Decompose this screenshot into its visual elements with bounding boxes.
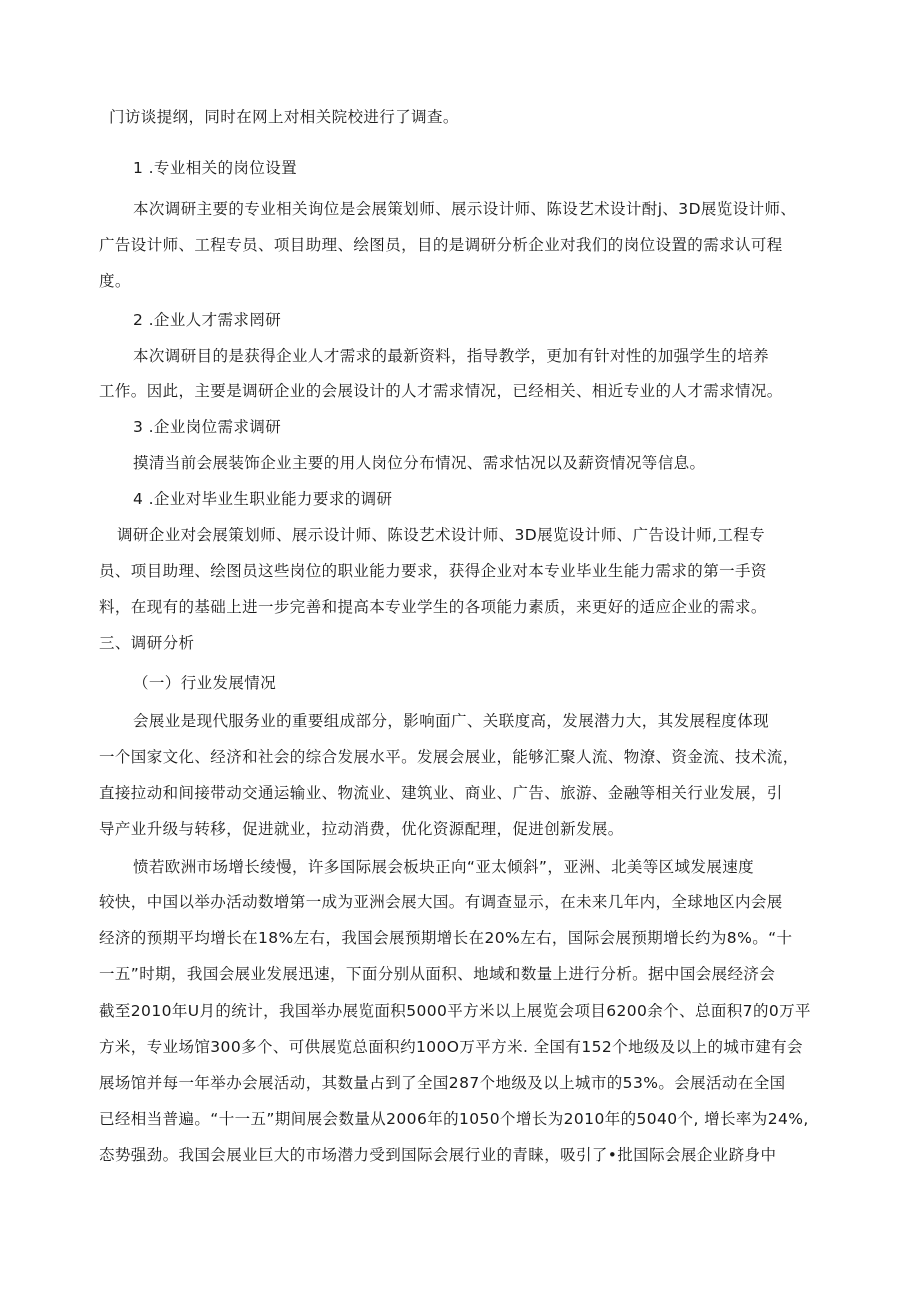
- paragraph-line: 会展业是现代服务业的重要组成部分，影响面广、关联度高，发展潜力大，其发展程度体现: [133, 712, 770, 730]
- section-heading: 1 .专业相关的岗位设置: [133, 159, 298, 177]
- paragraph-line: 展场馆并每一年举办会展活动，其数量占到了全国287个地级及以上城市的53%。会展活动在全国: [99, 1074, 786, 1092]
- subsection-heading: （一）行业发展情况: [133, 674, 277, 692]
- section-heading: 2 .企业人才需求罔研: [133, 311, 282, 329]
- paragraph-line: 态势强劲。我国会展业巨大的市场潜力受到国际会展行业的青睐，吸引了•批国际会展企业跻身中: [99, 1146, 777, 1164]
- paragraph-line: 直接拉动和间接带动交通运输业、物流业、建筑业、商业、广告、旅游、金融等相关行业发展，引: [99, 784, 783, 802]
- paragraph-line: 愤若欧洲市场增长绫慢，许多国际展会板块正向“亚太倾斜”，亚洲、北美等区域发展速度: [133, 858, 755, 876]
- paragraph-line: 本次调研目的是获得企业人才需求的最新资料，指导教学，更加有针对性的加强学生的培养: [133, 347, 770, 365]
- paragraph-line: 广告设计师、工程专员、项目助理、绘图员，目的是调研分析企业对我们的岗位设置的需求认可程: [99, 236, 783, 254]
- paragraph-line: 度。: [99, 272, 131, 290]
- section-heading: 3 .企业岗位需求调研: [133, 418, 282, 436]
- paragraph-line: 本次调研主要的专业相关询位是会展策划师、展示设计师、陈设艺术设计酎j、3D展览设计师、: [133, 200, 797, 218]
- paragraph-line: 截至2010年U月的统计，我国举办展览面积5000平方米以上展览会项目6200余个、总面积7的0万平: [99, 1002, 811, 1020]
- paragraph-line: 员、项目助理、绘图员这些岗位的职业能力要求，获得企业对本专业毕业生能力需求的第一手资: [99, 562, 767, 580]
- paragraph-line: 导产业升级与转移，促进就业，拉动消费，优化资源配理，促进创新发展。: [99, 820, 624, 838]
- paragraph-line: 方米，专业场馆300多个、可供展览总面积约100O万平方米. 全国有152个地级及以上的城市建有会: [99, 1038, 803, 1056]
- section-heading: 4 .企业对毕业生职业能力要求的调研: [133, 490, 393, 508]
- paragraph-line: 门访谈提纲，同时在网上对相关院校进行了调查。: [109, 108, 459, 126]
- paragraph-line: 较快，中国以举办活动数增第一成为亚洲会展大国。有调查显示，在未来几年内，全球地区内会展: [99, 893, 783, 911]
- chapter-heading: 三、调研分析: [99, 634, 195, 652]
- paragraph-line: 料，在现有的基础上进一步完善和提高本专业学生的各项能力素质，来更好的适应企业的需求。: [99, 598, 767, 616]
- paragraph-line: 工作。因此，主要是调研企业的会展设计的人才需求情况，已经相关、相近专业的人才需求情况。: [99, 382, 783, 400]
- paragraph-line: 一个国家文化、经济和社会的综合发展水平。发展会展业，能够汇聚人流、物潦、资金流、技术流，: [99, 748, 799, 766]
- paragraph-line: 调研企业对会展策划师、展示设计师、陈设艺术设计师、3D展览设计师、广告设计师,工程专: [117, 526, 766, 544]
- paragraph-line: 经济的预期平均增长在18%左右，我国会展预期增长在20%左右，国际会展预期增长约为8%。“十: [99, 929, 793, 947]
- paragraph-line: 摸清当前会展装饰企业主要的用人岗位分布情况、需求怙况以及薪资情况等信息。: [133, 454, 706, 472]
- paragraph-line: 一五”时期，我国会展业发展迅速，下面分别从面积、地域和数量上进行分析。据中国会展经济会: [99, 965, 776, 983]
- paragraph-line: 已经相当普遍。“十一五”期间展会数量从2006年的1050个增长为2010年的5040个, 增长率为24%,: [99, 1110, 809, 1128]
